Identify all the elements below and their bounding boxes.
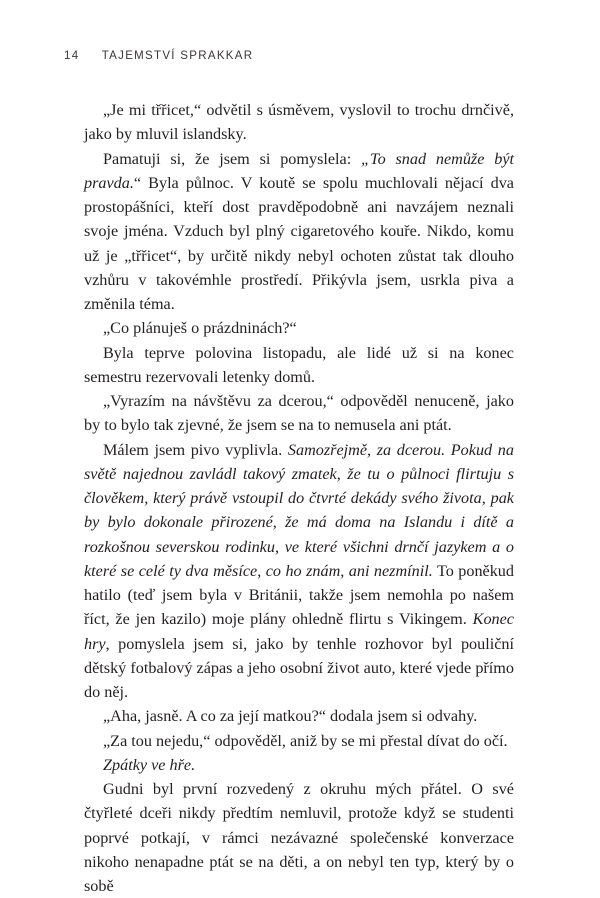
text-run: To poněkud hatilo (teď jsem byla v Británii, takže jsem nemohla po našem říct, že jen kazilo) moje plány ohledně flirtu s Vikingem. xyxy=(84,561,514,629)
paragraph xyxy=(84,341,514,390)
italic-text: Samozřejmě, za dcerou. Pokud na světě najednou zavládl takový zmatek, že tu o půlnoci flirtuju s člověkem, který právě vstoupil do čtvrté dekády svého života, pak by bylo dokonale přirozené, že má doma na Islandu i dítě a rozkošnou severskou rodinku, ve které všichni drnčí jazykem a o které se celé ty dva měsíce, co ho znám, ani nezmínil. xyxy=(84,440,514,580)
running-header xyxy=(64,50,253,62)
paragraph xyxy=(84,147,514,317)
body-text xyxy=(84,98,514,898)
italic-text: „To snad nemůže být pravda. xyxy=(84,149,514,192)
italic-text: Konec hry xyxy=(84,610,514,653)
text-run: Pamatuji si, že jsem si pomyslela: xyxy=(103,149,362,168)
text-run: Gudni byl první rozvedený z okruhu mých přátel. O své čtyřleté dceři nikdy předtím nemluvil, protože když se studenti poprvé potkají, v rámci nezávazné společenské konverzace nikoho nenapadne ptát se na děti, a on nebyl ten typ, který by o sobě xyxy=(84,780,514,895)
text-run: “ Byla půlnoc. V koutě se spolu muchlovali nějací dva prostopášníci, kteří dost pravděpodobně ani navzájem neznali svoje jména. Vzduch byl plný cigaretového kouře. Nikdo, komu už je „třřicet“, by určitě nikdy nebyl ochoten zůstat tak dlouho vzhůru v takovémhle prostředí. Přikývla jsem, usrkla piva a změnila téma. xyxy=(84,173,514,313)
text-run: Byla teprve polovina listopadu, ale lidé už si na konec semestru rezervovali letenky domů. xyxy=(84,343,514,386)
text-run: „Aha, jasně. A co za její matkou?“ dodala jsem si odvahy. xyxy=(103,707,478,726)
paragraph xyxy=(84,98,514,147)
text-run: Málem jsem pivo vyplivla. xyxy=(103,440,288,459)
paragraph xyxy=(84,753,514,777)
text-run: „Vyrazím na návštěvu za dcerou,“ odpověděl nenuceně, jako by to bylo tak zjevné, že jsem se na to nemusela ani ptát. xyxy=(84,392,514,435)
text-run: „Je mi třřicet,“ odvětil s úsměvem, vyslovil to trochu drnčivě, jako by mluvil islandsky. xyxy=(84,101,514,144)
text-run: , pomyslela jsem si, jako by tenhle rozhovor byl pouliční dětský fotbalový zápas a jeho osobní život auto, které vjede přímo do něj. xyxy=(84,634,514,701)
page-number: 14 xyxy=(64,50,80,62)
italic-text: Zpátky ve hře. xyxy=(103,755,196,774)
paragraph xyxy=(84,316,514,340)
paragraph xyxy=(84,777,514,898)
paragraph xyxy=(84,438,514,705)
running-title: TAJEMSTVÍ SPRAKKAR xyxy=(101,50,254,62)
paragraph xyxy=(84,729,514,753)
text-run: „Co plánuješ o prázdninách?“ xyxy=(103,319,297,338)
paragraph xyxy=(84,704,514,728)
paragraph xyxy=(84,389,514,438)
text-run: „Za tou nejedu,“ odpověděl, aniž by se mi přestal dívat do očí. xyxy=(103,731,508,750)
